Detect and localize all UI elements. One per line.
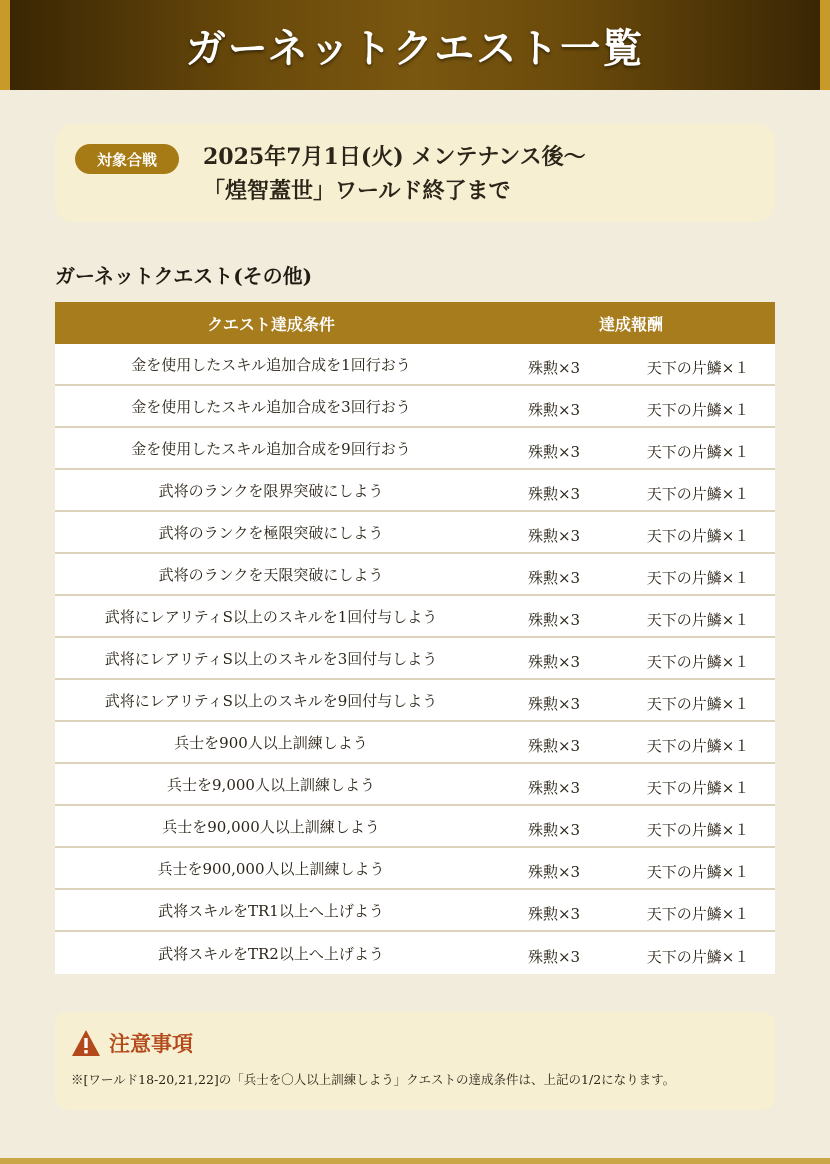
table-row [55, 554, 775, 596]
page-title: ガーネットクエスト一覧 [185, 24, 645, 72]
table-row [55, 764, 775, 806]
quest-condition: 武将にレアリティS以上のスキルを9回付与しよう [104, 691, 438, 710]
period-line-1: 2025年7月1日(火) メンテナンス後～ [203, 144, 586, 170]
table-row [55, 512, 775, 554]
reward-scale: 天下の片鱗×１ [646, 400, 750, 419]
quest-condition: 武将スキルをTR1以上へ上げよう [158, 901, 384, 920]
reward-scale: 天下の片鱗×１ [646, 652, 750, 671]
warning-icon [71, 1029, 101, 1057]
page-header [0, 0, 830, 90]
period-text [203, 140, 586, 208]
quest-condition: 兵士を90,000人以上訓練しよう [162, 817, 380, 836]
reward-merit: 殊勲×3 [527, 736, 581, 755]
reward-merit: 殊勲×3 [527, 820, 581, 839]
period-badge: 対象合戦 [75, 144, 179, 174]
reward-scale: 天下の片鱗×１ [646, 778, 750, 797]
table-row [55, 890, 775, 932]
reward-merit: 殊勲×3 [527, 358, 581, 377]
period-line-2: 「煌智蓋世」ワールド終了まで [203, 178, 511, 204]
reward-merit: 殊勲×3 [527, 652, 581, 671]
table-row [55, 722, 775, 764]
quest-condition: 武将のランクを天限突破にしよう [158, 565, 384, 584]
reward-scale: 天下の片鱗×１ [646, 947, 750, 966]
table-header [55, 302, 775, 344]
table-row [55, 596, 775, 638]
reward-merit: 殊勲×3 [527, 400, 581, 419]
reward-merit: 殊勲×3 [527, 484, 581, 503]
reward-merit: 殊勲×3 [527, 526, 581, 545]
table-row [55, 386, 775, 428]
header-reward: 達成報酬 [598, 314, 663, 334]
table-row [55, 680, 775, 722]
table-row [55, 344, 775, 386]
reward-scale: 天下の片鱗×１ [646, 484, 750, 503]
reward-merit: 殊勲×3 [527, 862, 581, 881]
quest-condition: 金を使用したスキル追加合成を9回行おう [131, 439, 411, 458]
reward-scale: 天下の片鱗×１ [646, 442, 750, 461]
reward-scale: 天下の片鱗×１ [646, 358, 750, 377]
notice-box [55, 1012, 775, 1110]
section-title: ガーネットクエスト(その他) [55, 264, 313, 288]
reward-scale: 天下の片鱗×１ [646, 526, 750, 545]
notice-text: ※[ワールド18-20,21,22]の「兵士を〇人以上訓練しよう」クエストの達成条件は、上記の1/2になります。 [71, 1072, 676, 1087]
table-row [55, 848, 775, 890]
table-row [55, 428, 775, 470]
quest-condition: 兵士を9,000人以上訓練しよう [167, 775, 375, 794]
table-row [55, 932, 775, 974]
quest-condition: 武将スキルをTR2以上へ上げよう [158, 944, 384, 963]
reward-scale: 天下の片鱗×１ [646, 736, 750, 755]
reward-scale: 天下の片鱗×１ [646, 862, 750, 881]
quest-condition: 兵士を900人以上訓練しよう [174, 733, 368, 752]
reward-merit: 殊勲×3 [527, 610, 581, 629]
footer-bar [0, 1158, 830, 1164]
reward-merit: 殊勲×3 [527, 778, 581, 797]
table-row [55, 806, 775, 848]
quest-condition: 武将のランクを限界突破にしよう [158, 481, 384, 500]
quest-table [55, 302, 775, 974]
reward-merit: 殊勲×3 [527, 568, 581, 587]
notice-header [71, 1028, 193, 1058]
table-row [55, 470, 775, 512]
table-body [55, 344, 775, 974]
reward-merit: 殊勲×3 [527, 694, 581, 713]
reward-merit: 殊勲×3 [527, 947, 581, 966]
reward-scale: 天下の片鱗×１ [646, 820, 750, 839]
quest-condition: 金を使用したスキル追加合成を3回行おう [131, 397, 411, 416]
reward-merit: 殊勲×3 [527, 442, 581, 461]
period-box [55, 124, 775, 222]
quest-condition: 武将にレアリティS以上のスキルを3回付与しよう [104, 649, 438, 668]
reward-scale: 天下の片鱗×１ [646, 904, 750, 923]
quest-condition: 金を使用したスキル追加合成を1回行おう [131, 355, 411, 374]
header-condition: クエスト達成条件 [207, 314, 335, 334]
reward-scale: 天下の片鱗×１ [646, 610, 750, 629]
reward-scale: 天下の片鱗×１ [646, 568, 750, 587]
notice-title: 注意事項 [109, 1031, 193, 1056]
reward-merit: 殊勲×3 [527, 904, 581, 923]
reward-scale: 天下の片鱗×１ [646, 694, 750, 713]
quest-condition: 武将にレアリティS以上のスキルを1回付与しよう [104, 607, 438, 626]
quest-condition: 兵士を900,000人以上訓練しよう [157, 859, 385, 878]
quest-condition: 武将のランクを極限突破にしよう [158, 523, 384, 542]
table-row [55, 638, 775, 680]
